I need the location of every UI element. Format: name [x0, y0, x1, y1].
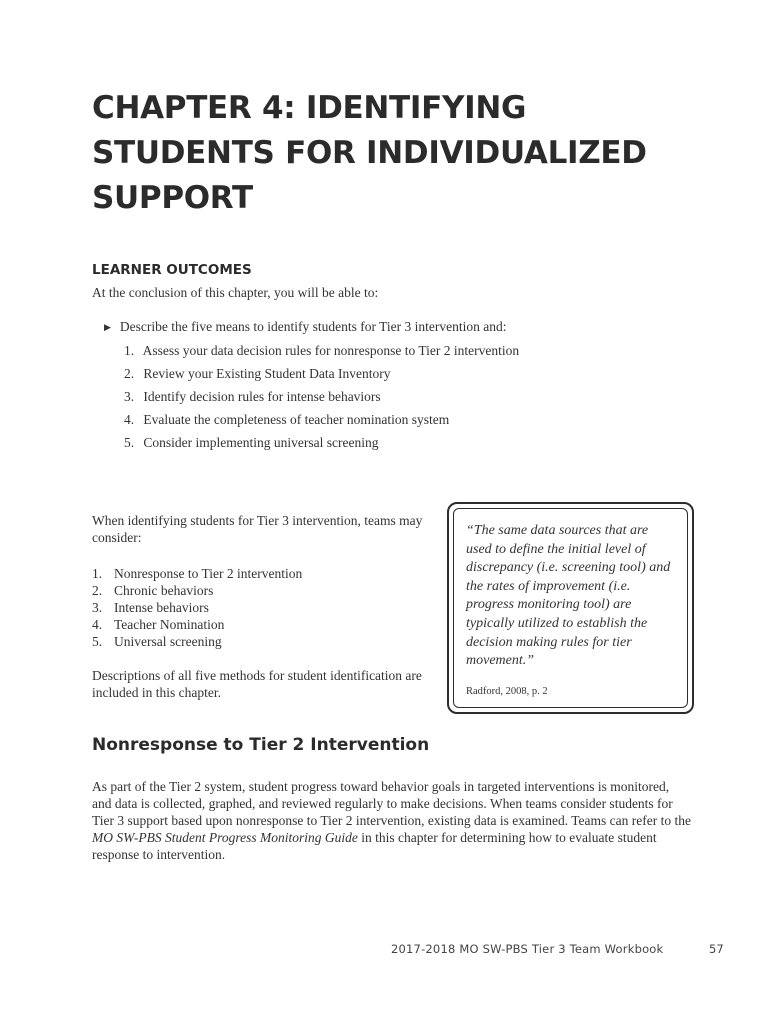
guide-title: MO SW-PBS Student Progress Monitoring Guide [92, 830, 358, 845]
identification-list [92, 565, 437, 650]
quote-citation: Radford, 2008, p. 2 [466, 686, 548, 697]
list-item: 5. Consider implementing universal screening [124, 435, 379, 450]
list-item: 5. Universal screening [92, 634, 222, 649]
outcome-sublist [124, 342, 519, 457]
chapter-title-line: SUPPORT [92, 180, 253, 216]
list-item: 1. Nonresponse to Tier 2 intervention [92, 566, 303, 581]
quote-text: “The same data sources that are used to define the initial level of discrepancy (i.e. screening tool) and the rates of improvement (i.e. progress monitoring tool) are typically utilized to establish the decision making rules for tier movement.” [466, 523, 671, 669]
chapter-title-line: CHAPTER 4: IDENTIFYING [92, 90, 527, 126]
page-number: 57 [709, 942, 724, 956]
list-item: 3. Intense behaviors [92, 600, 209, 615]
identification-intro: When identifying students for Tier 3 intervention, teams may consider: [92, 513, 423, 545]
outcome-bullet-text: Describe the five means to identify students for Tier 3 intervention and: [119, 319, 507, 334]
identification-column [92, 512, 437, 701]
outcome-bullet [104, 319, 506, 335]
chapter-title-line: STUDENTS FOR INDIVIDUALIZED [92, 135, 647, 171]
footer-text: 2017-2018 MO SW-PBS Tier 3 Team Workbook [391, 942, 664, 956]
list-item: 1. Assess your data decision rules for nonresponse to Tier 2 intervention [124, 343, 520, 358]
section-heading: Nonresponse to Tier 2 Intervention [92, 735, 430, 755]
list-item: 4. Teacher Nomination [92, 617, 225, 632]
chapter-title [92, 86, 692, 221]
list-item: 4. Evaluate the completeness of teacher nomination system [124, 412, 450, 427]
section-paragraph: As part of the Tier 2 system, student progress toward behavior goals in targeted interventions is monitored, and data is collected, graphed, and reviewed regularly to make decisions. When teams consider students for Tier 3 support based upon nonresponse to Tier 2 intervention, existing data is examined. Teams can refer to the MO SW-PBS Student Progress Monitoring Guide in this chapter for determining how to evaluate student response to intervention. [92, 779, 691, 862]
list-item: 2. Chronic behaviors [92, 583, 214, 598]
list-item: 2. Review your Existing Student Data Inventory [124, 366, 391, 381]
list-item: 3. Identify decision rules for intense behaviors [124, 389, 381, 404]
quote-box [447, 502, 694, 714]
learner-outcomes-heading: LEARNER OUTCOMES [92, 262, 252, 278]
identification-closing: Descriptions of all five methods for student identification are included in this chapter. [92, 668, 422, 700]
quote-box-inner-border [453, 508, 688, 708]
learner-outcomes-intro: At the conclusion of this chapter, you will be able to: [92, 285, 379, 300]
triangle-bullet-icon: ▶ [104, 321, 111, 332]
